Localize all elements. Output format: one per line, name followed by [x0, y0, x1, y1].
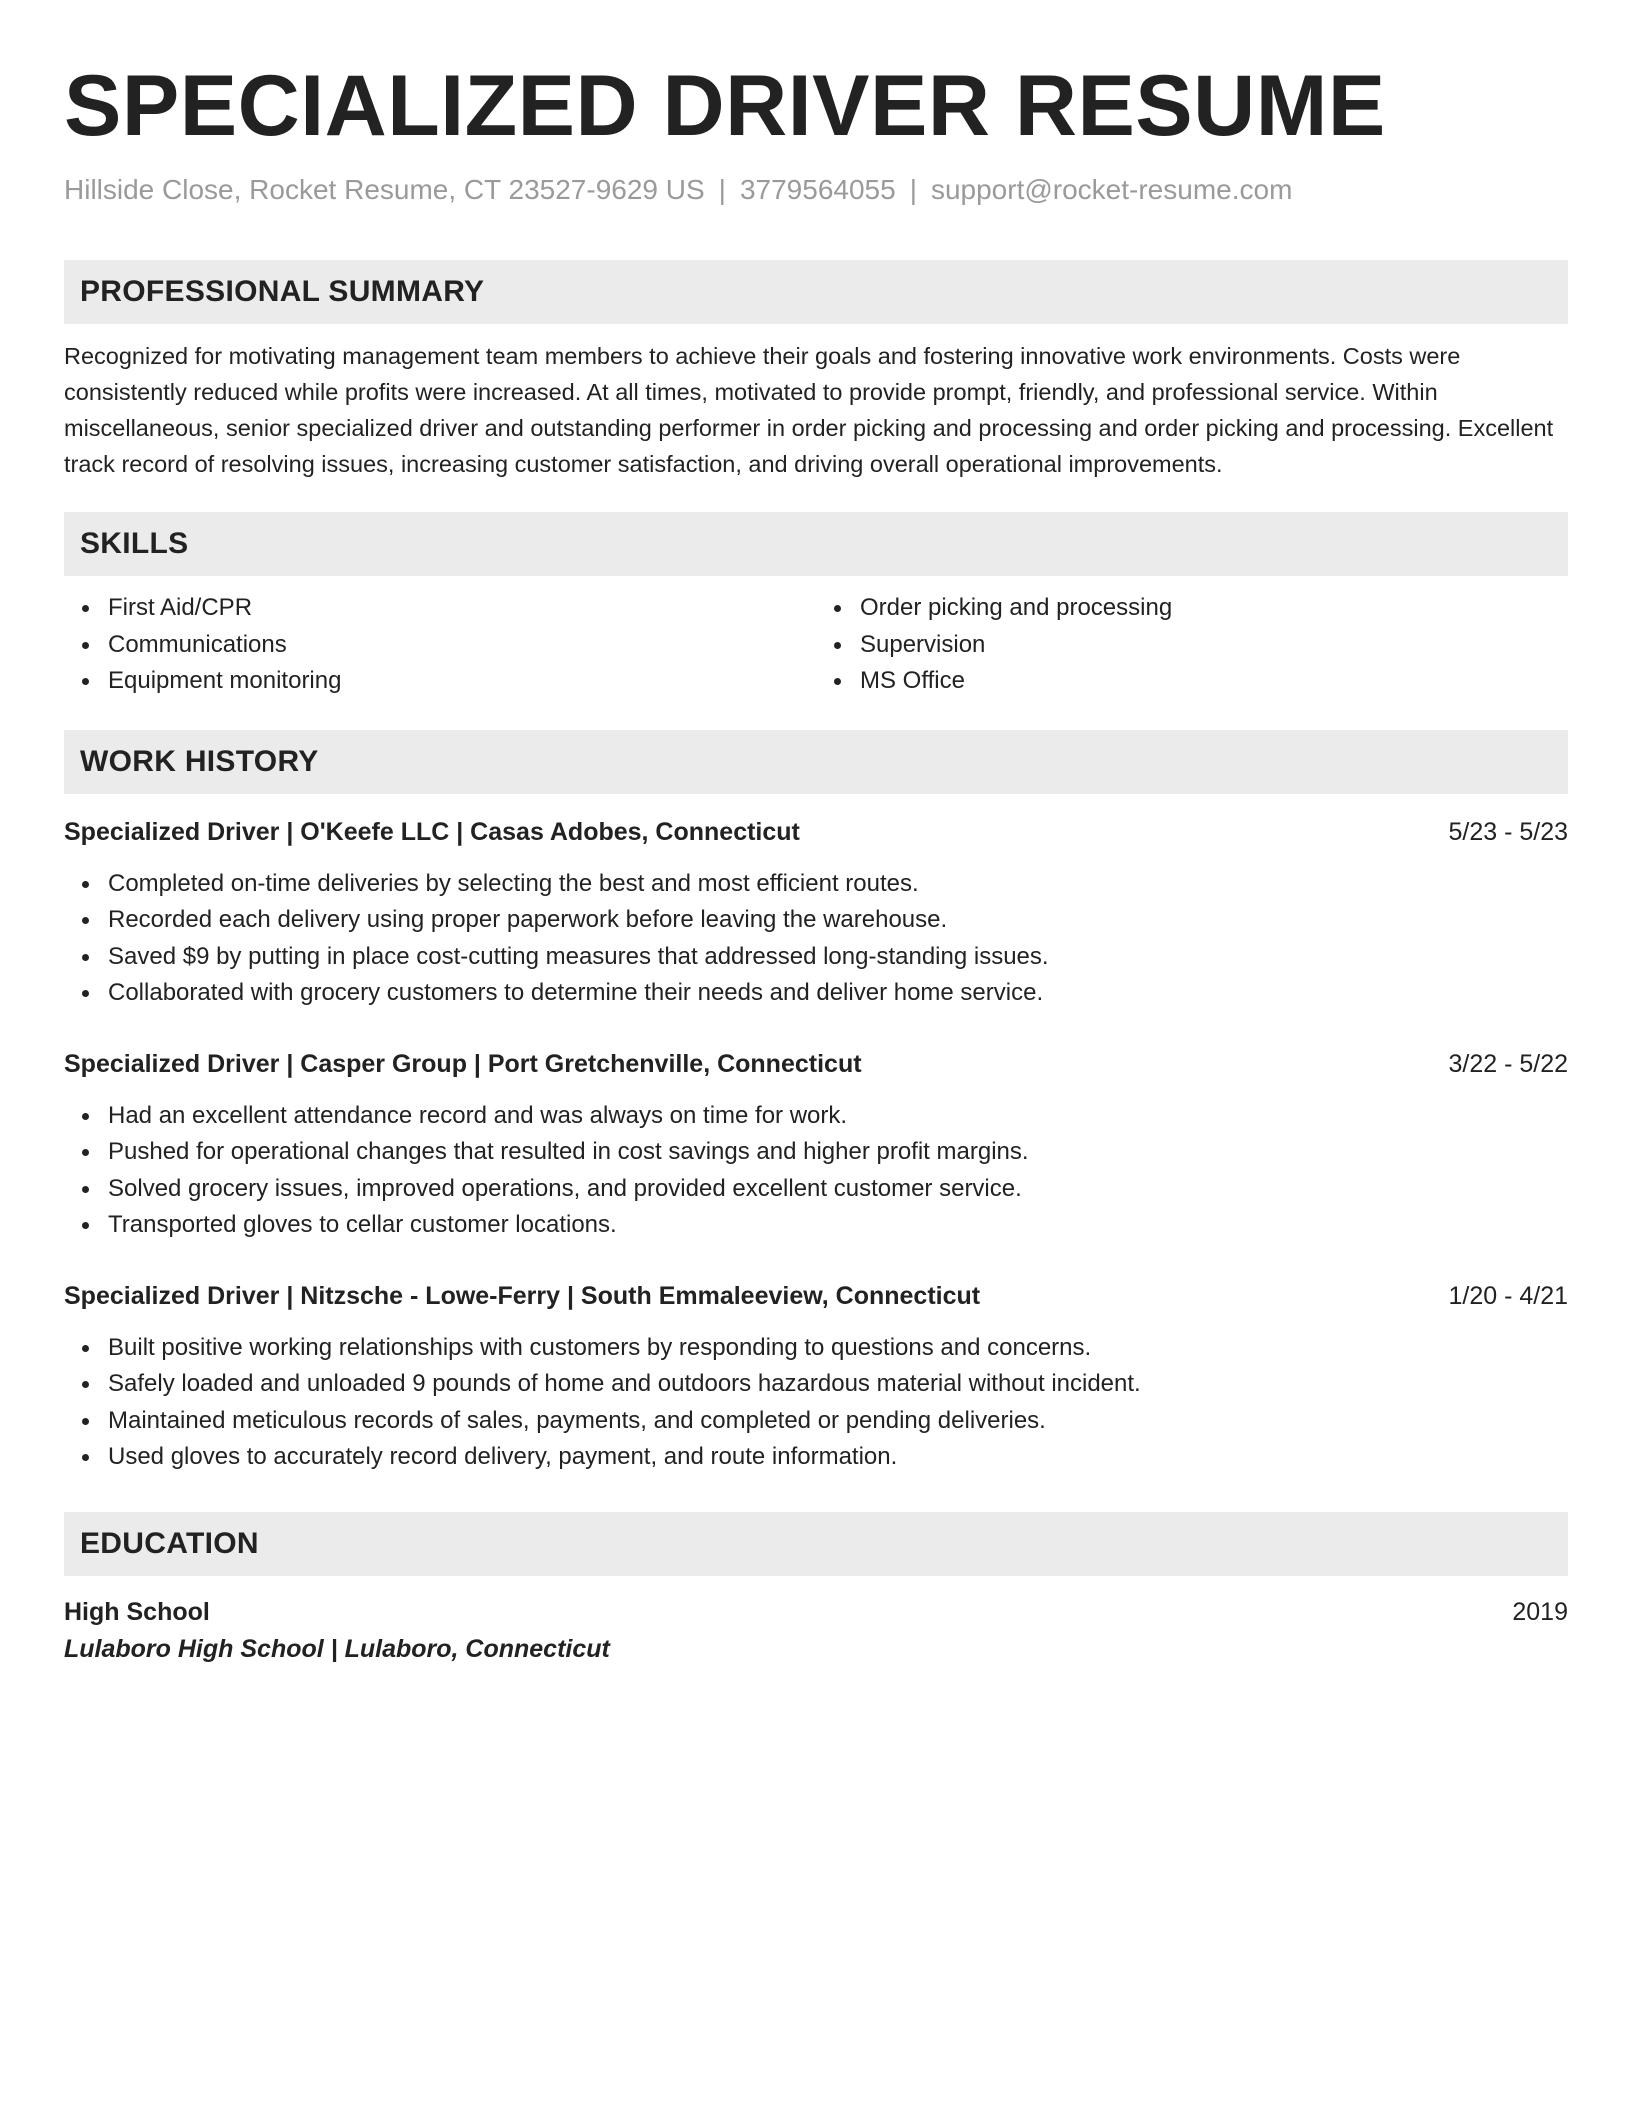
skill-item: Supervision — [860, 627, 1568, 664]
skills-column-left — [64, 590, 816, 700]
education-school: Lulaboro High School | Lulaboro, Connecticut — [64, 1634, 610, 1663]
job-bullets — [64, 1330, 1568, 1476]
skills-column-right — [816, 590, 1568, 700]
skill-item: Communications — [108, 627, 816, 664]
job-entry — [64, 1046, 1568, 1244]
skills-list — [64, 590, 1568, 700]
job-header — [64, 814, 1568, 850]
summary-text: Recognized for motivating management team members to achieve their goals and fostering innovative work environments. Costs were consistently reduced while profits were increased. At all times, motivated to provide prompt, friendly, and professional service. Within miscellaneous, senior specialized driver and outstanding performer in order picking and processing and order picking and processing. Excellent track record of resolving issues, increasing customer satisfaction, and driving overall operational improvements. — [64, 343, 1554, 477]
job-bullet: Built positive working relationships with customers by responding to questions and concerns. — [108, 1330, 1568, 1367]
section-heading-skills: SKILLS — [64, 512, 1568, 576]
job-title: Specialized Driver | O'Keefe LLC | Casas Adobes, Connecticut — [64, 817, 800, 846]
job-header — [64, 1046, 1568, 1082]
job-bullet: Had an excellent attendance record and was always on time for work. — [108, 1098, 1568, 1135]
job-bullet: Completed on-time deliveries by selecting the best and most efficient routes. — [108, 866, 1568, 903]
resume-title: SPECIALIZED DRIVER RESUME — [64, 58, 1386, 154]
contact-email: support@rocket-resume.com — [930, 174, 1293, 205]
job-bullet: Transported gloves to cellar customer locations. — [108, 1207, 1568, 1244]
education-header — [64, 1594, 1568, 1630]
education-degree: High School — [64, 1597, 210, 1626]
skill-item: First Aid/CPR — [108, 590, 816, 627]
contact-separator: | — [909, 174, 917, 205]
job-bullets — [64, 866, 1568, 1012]
contact-line — [64, 172, 1568, 208]
job-bullet: Maintained meticulous records of sales, payments, and completed or pending deliveries. — [108, 1403, 1568, 1440]
job-dates: 1/20 - 4/21 — [1448, 1281, 1568, 1310]
job-bullet: Collaborated with grocery customers to determine their needs and deliver home service. — [108, 975, 1568, 1012]
job-bullet: Solved grocery issues, improved operations, and provided excellent customer service. — [108, 1171, 1568, 1208]
job-bullets — [64, 1098, 1568, 1244]
skill-item: MS Office — [860, 663, 1568, 700]
job-bullet: Recorded each delivery using proper paperwork before leaving the warehouse. — [108, 902, 1568, 939]
skill-item: Order picking and processing — [860, 590, 1568, 627]
job-dates: 3/22 - 5/22 — [1448, 1049, 1568, 1078]
job-title: Specialized Driver | Nitzsche - Lowe-Ferry | South Emmaleeview, Connecticut — [64, 1281, 981, 1310]
job-bullet: Saved $9 by putting in place cost-cutting measures that addressed long-standing issues. — [108, 939, 1568, 976]
skill-item: Equipment monitoring — [108, 663, 816, 700]
education-entry — [64, 1594, 1568, 1668]
education-year: 2019 — [1512, 1597, 1568, 1626]
section-heading-work-history: WORK HISTORY — [64, 730, 1568, 794]
job-header — [64, 1278, 1568, 1314]
contact-phone: 3779564055 — [739, 174, 896, 205]
job-bullet: Safely loaded and unloaded 9 pounds of home and outdoors hazardous material without incident. — [108, 1366, 1568, 1403]
contact-separator: | — [718, 174, 726, 205]
job-title: Specialized Driver | Casper Group | Port Gretchenville, Connecticut — [64, 1049, 862, 1078]
job-entry — [64, 1278, 1568, 1476]
job-dates: 5/23 - 5/23 — [1448, 817, 1568, 846]
job-entry — [64, 814, 1568, 1012]
contact-address: Hillside Close, Rocket Resume, CT 23527-9629 US — [64, 174, 705, 205]
section-heading-education: EDUCATION — [64, 1512, 1568, 1576]
job-bullet: Pushed for operational changes that resulted in cost savings and higher profit margins. — [108, 1134, 1568, 1171]
job-bullet: Used gloves to accurately record delivery, payment, and route information. — [108, 1439, 1568, 1476]
section-heading-summary: PROFESSIONAL SUMMARY — [64, 260, 1568, 324]
